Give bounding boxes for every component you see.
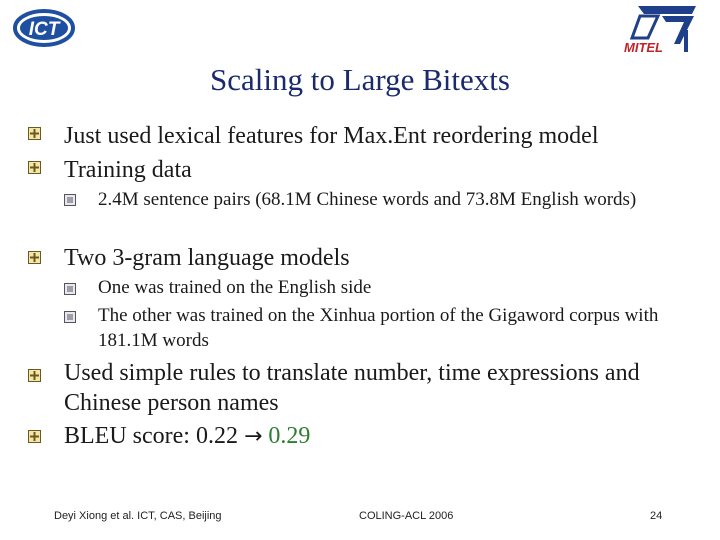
square-bullet-icon bbox=[28, 161, 41, 174]
svg-text:MITEL: MITEL bbox=[624, 40, 663, 55]
bullet-text: Used simple rules to translate number, time expressions and Chinese person names bbox=[64, 360, 640, 416]
arrow-right-icon: → bbox=[243, 424, 263, 449]
document-bullet-icon bbox=[64, 193, 76, 205]
bullet-text: Training data bbox=[64, 157, 192, 183]
slide-title: Scaling to Large Bitexts bbox=[210, 62, 510, 97]
bleu-score-label: BLEU score: 0.22 bbox=[64, 423, 238, 449]
bleu-score-line bbox=[64, 421, 704, 452]
footer-author: Deyi Xiong et al. ICT, CAS, Beijing bbox=[54, 510, 222, 522]
square-bullet-icon bbox=[28, 127, 41, 140]
document-bullet-icon bbox=[64, 282, 76, 294]
mitel-logo bbox=[618, 4, 702, 56]
svg-text:ICT: ICT bbox=[28, 19, 60, 40]
document-bullet-icon bbox=[64, 310, 76, 322]
square-bullet-icon bbox=[28, 430, 41, 443]
ict-logo bbox=[12, 8, 76, 48]
footer-page-number: 24 bbox=[650, 510, 663, 522]
square-bullet-icon bbox=[28, 369, 41, 382]
sub-bullet-text: 2.4M sentence pairs (68.1M Chinese words and 73.8M English words) bbox=[98, 189, 637, 210]
sub-bullet-text: The other was trained on the Xinhua portion of the Gigaword corpus with 181.1M words bbox=[98, 305, 659, 351]
bullet-text: Just used lexical features for Max.Ent reordering model bbox=[64, 123, 599, 149]
bullet-text: Two 3-gram language models bbox=[64, 245, 350, 271]
sub-bullet-text: One was trained on the English side bbox=[98, 277, 372, 298]
footer-conference: COLING-ACL 2006 bbox=[359, 510, 454, 522]
bleu-score-new-value: 0.29 bbox=[268, 423, 311, 449]
square-bullet-icon bbox=[28, 251, 41, 264]
